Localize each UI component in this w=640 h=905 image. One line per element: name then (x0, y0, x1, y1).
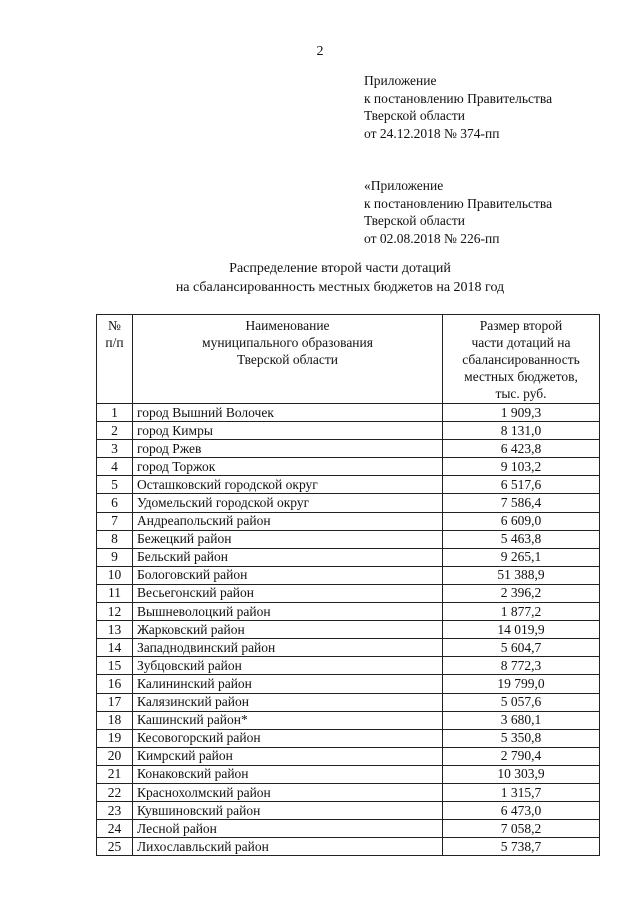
row-subsidy-value: 6 473,0 (443, 802, 600, 820)
row-municipality: Краснохолмский район (133, 783, 443, 801)
table-row (97, 747, 600, 765)
row-municipality: Бологовский район (133, 566, 443, 584)
appendix-line: от 02.08.2018 № 226-пп (364, 230, 500, 246)
table-row (97, 783, 600, 801)
row-subsidy-value: 7 586,4 (443, 494, 600, 512)
table-row (97, 494, 600, 512)
row-number: 10 (97, 566, 133, 584)
table-row (97, 566, 600, 584)
page-number: 2 (316, 44, 324, 59)
row-number: 7 (97, 512, 133, 530)
row-subsidy-value: 1 909,3 (443, 404, 600, 422)
table-row (97, 422, 600, 440)
row-number: 1 (97, 404, 133, 422)
header-line: части дотаций на (471, 335, 571, 350)
appendix-line: к постановлению Правительства (364, 90, 553, 106)
table-row (97, 711, 600, 729)
row-municipality: Калининский район (133, 675, 443, 693)
row-subsidy-value: 5 604,7 (443, 639, 600, 657)
row-subsidy-value: 10 303,9 (443, 765, 600, 783)
table-row (97, 621, 600, 639)
row-municipality: Андреапольский район (133, 512, 443, 530)
row-number: 9 (97, 548, 133, 566)
row-number: 24 (97, 820, 133, 838)
appendix-previous (364, 177, 552, 247)
header-num (97, 315, 133, 404)
row-number: 11 (97, 584, 133, 602)
appendix-current (364, 72, 552, 142)
row-subsidy-value: 3 680,1 (443, 711, 600, 729)
header-line: п/п (105, 335, 124, 350)
table-row (97, 603, 600, 621)
row-number: 14 (97, 639, 133, 657)
table-row (97, 584, 600, 602)
row-municipality: Западнодвинский район (133, 639, 443, 657)
row-subsidy-value: 14 019,9 (443, 621, 600, 639)
header-line: № (108, 318, 121, 333)
table-row (97, 476, 600, 494)
header-line: муниципального образования (202, 335, 373, 350)
row-subsidy-value: 8 131,0 (443, 422, 600, 440)
row-subsidy-value: 7 058,2 (443, 820, 600, 838)
header-value (443, 315, 600, 404)
table-row (97, 802, 600, 820)
row-number: 3 (97, 440, 133, 458)
header-line: Тверской области (237, 352, 338, 367)
row-municipality: Весьегонский район (133, 584, 443, 602)
row-number: 12 (97, 603, 133, 621)
row-subsidy-value: 5 350,8 (443, 729, 600, 747)
row-municipality: Кашинский район* (133, 711, 443, 729)
row-subsidy-value: 1 877,2 (443, 603, 600, 621)
header-line: сбалансированность (462, 352, 580, 367)
table-row (97, 512, 600, 530)
appendix-line: от 24.12.2018 № 374-пп (364, 125, 500, 141)
row-municipality: город Вышний Волочек (133, 404, 443, 422)
row-number: 17 (97, 693, 133, 711)
header-line: тыс. руб. (495, 386, 547, 401)
row-municipality: Вышневолоцкий район (133, 603, 443, 621)
table-row (97, 657, 600, 675)
row-subsidy-value: 2 790,4 (443, 747, 600, 765)
table-row (97, 530, 600, 548)
row-number: 23 (97, 802, 133, 820)
row-subsidy-value: 8 772,3 (443, 657, 600, 675)
row-number: 25 (97, 838, 133, 856)
row-subsidy-value: 5 738,7 (443, 838, 600, 856)
row-number: 20 (97, 747, 133, 765)
table-row (97, 458, 600, 476)
row-municipality: Кесовогорский район (133, 729, 443, 747)
title-line: Распределение второй части дотаций (229, 261, 451, 276)
row-number: 4 (97, 458, 133, 476)
row-municipality: Кувшиновский район (133, 802, 443, 820)
row-subsidy-value: 6 423,8 (443, 440, 600, 458)
appendix-line: Тверской области (364, 213, 465, 228)
row-municipality: город Ржев (133, 440, 443, 458)
row-municipality: Кимрский район (133, 747, 443, 765)
row-subsidy-value: 9 103,2 (443, 458, 600, 476)
row-number: 5 (97, 476, 133, 494)
row-number: 13 (97, 621, 133, 639)
row-municipality: Конаковский район (133, 765, 443, 783)
row-number: 16 (97, 675, 133, 693)
row-municipality: Лесной район (133, 820, 443, 838)
row-number: 8 (97, 530, 133, 548)
row-subsidy-value: 9 265,1 (443, 548, 600, 566)
table-row (97, 838, 600, 856)
row-number: 21 (97, 765, 133, 783)
appendix-line: к постановлению Правительства (364, 195, 553, 211)
table-row (97, 675, 600, 693)
table-row (97, 765, 600, 783)
appendix-line: «Приложение (364, 178, 444, 193)
row-subsidy-value: 1 315,7 (443, 783, 600, 801)
row-number: 2 (97, 422, 133, 440)
row-municipality: Бежецкий район (133, 530, 443, 548)
row-number: 18 (97, 711, 133, 729)
row-municipality: Зубцовский район (133, 657, 443, 675)
row-number: 6 (97, 494, 133, 512)
row-municipality: Удомельский городской округ (133, 494, 443, 512)
table-row (97, 729, 600, 747)
row-number: 15 (97, 657, 133, 675)
row-municipality: город Торжок (133, 458, 443, 476)
row-subsidy-value: 2 396,2 (443, 584, 600, 602)
table-row (97, 548, 600, 566)
header-line: Размер второй (479, 318, 563, 333)
row-number: 19 (97, 729, 133, 747)
row-municipality: Бельский район (133, 548, 443, 566)
appendix-line: Тверской области (364, 108, 465, 123)
header-name (133, 315, 443, 404)
title-line: на сбалансированность местных бюджетов на 2018 год (175, 280, 505, 295)
row-subsidy-value: 6 517,6 (443, 476, 600, 494)
row-municipality: Жарковский район (133, 621, 443, 639)
table-header-row (97, 315, 600, 404)
header-line: Наименование (245, 318, 330, 333)
table-row (97, 820, 600, 838)
table-row (97, 404, 600, 422)
appendix-line: Приложение (364, 73, 437, 88)
table-row (97, 639, 600, 657)
row-subsidy-value: 51 388,9 (443, 566, 600, 584)
row-municipality: Осташковский городской округ (133, 476, 443, 494)
table-body (97, 404, 600, 856)
row-subsidy-value: 5 057,6 (443, 693, 600, 711)
row-municipality: Калязинский район (133, 693, 443, 711)
row-subsidy-value: 5 463,8 (443, 530, 600, 548)
table-row (97, 440, 600, 458)
document-title (0, 259, 640, 297)
header-line: местных бюджетов, (464, 369, 578, 384)
row-municipality: город Кимры (133, 422, 443, 440)
row-municipality: Лихославльский район (133, 838, 443, 856)
row-number: 22 (97, 783, 133, 801)
row-subsidy-value: 6 609,0 (443, 512, 600, 530)
subsidy-table (96, 314, 600, 856)
row-subsidy-value: 19 799,0 (443, 675, 600, 693)
table-row (97, 693, 600, 711)
